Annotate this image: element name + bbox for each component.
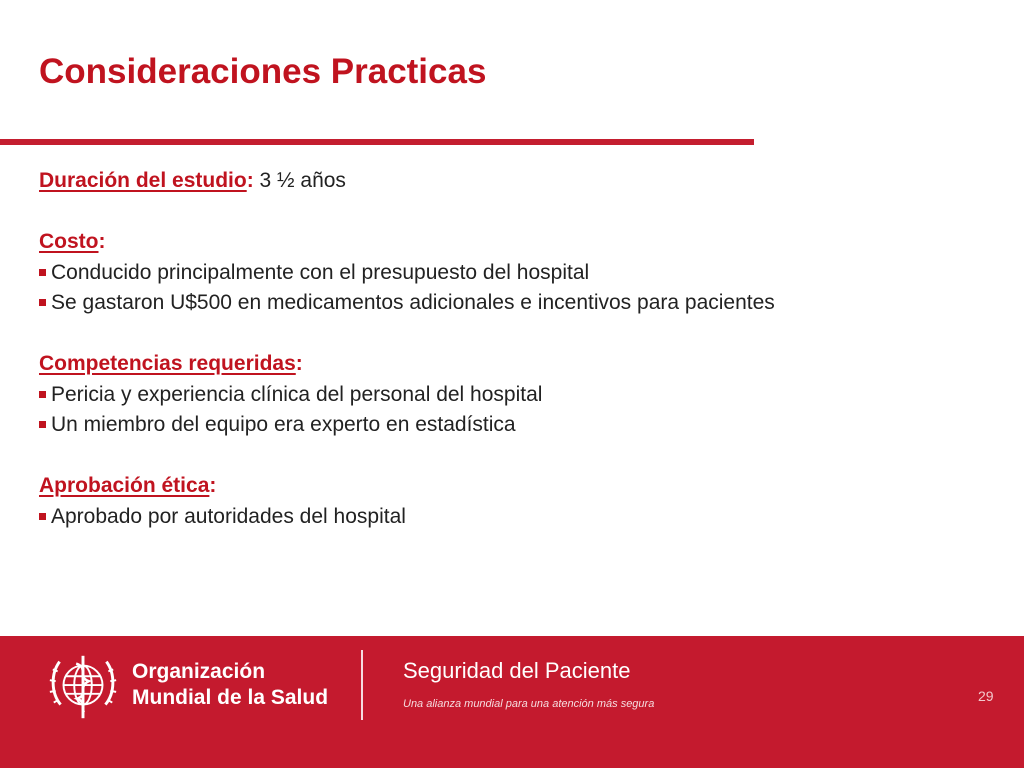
who-emblem-icon (44, 648, 122, 726)
bullet-text: Se gastaron U$500 en medicamentos adicionales e incentivos para pacientes (51, 291, 775, 314)
duration-heading-colon: : (246, 169, 254, 192)
bullet-square-icon (39, 299, 46, 306)
cost-heading (39, 227, 999, 258)
duration-row (39, 166, 999, 197)
section-ethics (39, 471, 999, 532)
title-divider (0, 139, 754, 145)
bullet-item (39, 502, 999, 533)
duration-heading (39, 169, 254, 192)
page-number: 29 (978, 688, 994, 704)
organization-name-line2: Mundial de la Salud (132, 686, 329, 709)
cost-heading-text: Costo (39, 230, 99, 253)
duration-heading-text: Duración del estudio (39, 169, 247, 192)
competencies-heading (39, 349, 999, 380)
slide-body (39, 166, 999, 563)
organization-name (132, 659, 328, 711)
competencies-heading-text: Competencias requeridas (39, 352, 296, 375)
section-duration (39, 166, 999, 197)
ethics-heading (39, 471, 999, 502)
ethics-heading-colon: : (209, 474, 217, 497)
section-cost (39, 227, 999, 319)
cost-heading-colon: : (98, 230, 106, 253)
duration-value: 3 ½ años (253, 169, 346, 192)
bullet-text: Conducido principalmente con el presupuesto del hospital (51, 260, 590, 284)
footer-divider (361, 650, 363, 720)
bullet-square-icon (39, 421, 46, 428)
bullet-square-icon (39, 269, 46, 276)
bullet-square-icon (39, 513, 46, 520)
bullet-item (39, 258, 999, 289)
slide-title: Consideraciones Practicas (39, 52, 487, 91)
organization-name-line1: Organización (132, 660, 266, 683)
competencies-heading-colon: : (295, 352, 303, 375)
bullet-text: Un miembro del equipo era experto en estadística (51, 413, 516, 436)
bullet-item (39, 380, 999, 411)
program-tagline: Una alianza mundial para una atención más segura (403, 698, 655, 710)
bullet-item (39, 410, 999, 441)
bullet-square-icon (39, 391, 46, 398)
bullet-item (39, 288, 999, 319)
bullet-text: Pericia y experiencia clínica del personal del hospital (51, 382, 543, 406)
section-competencies (39, 349, 999, 441)
bullet-text: Aprobado por autoridades del hospital (51, 504, 406, 528)
program-title: Seguridad del Paciente (403, 658, 631, 683)
ethics-heading-text: Aprobación ética (39, 474, 210, 497)
